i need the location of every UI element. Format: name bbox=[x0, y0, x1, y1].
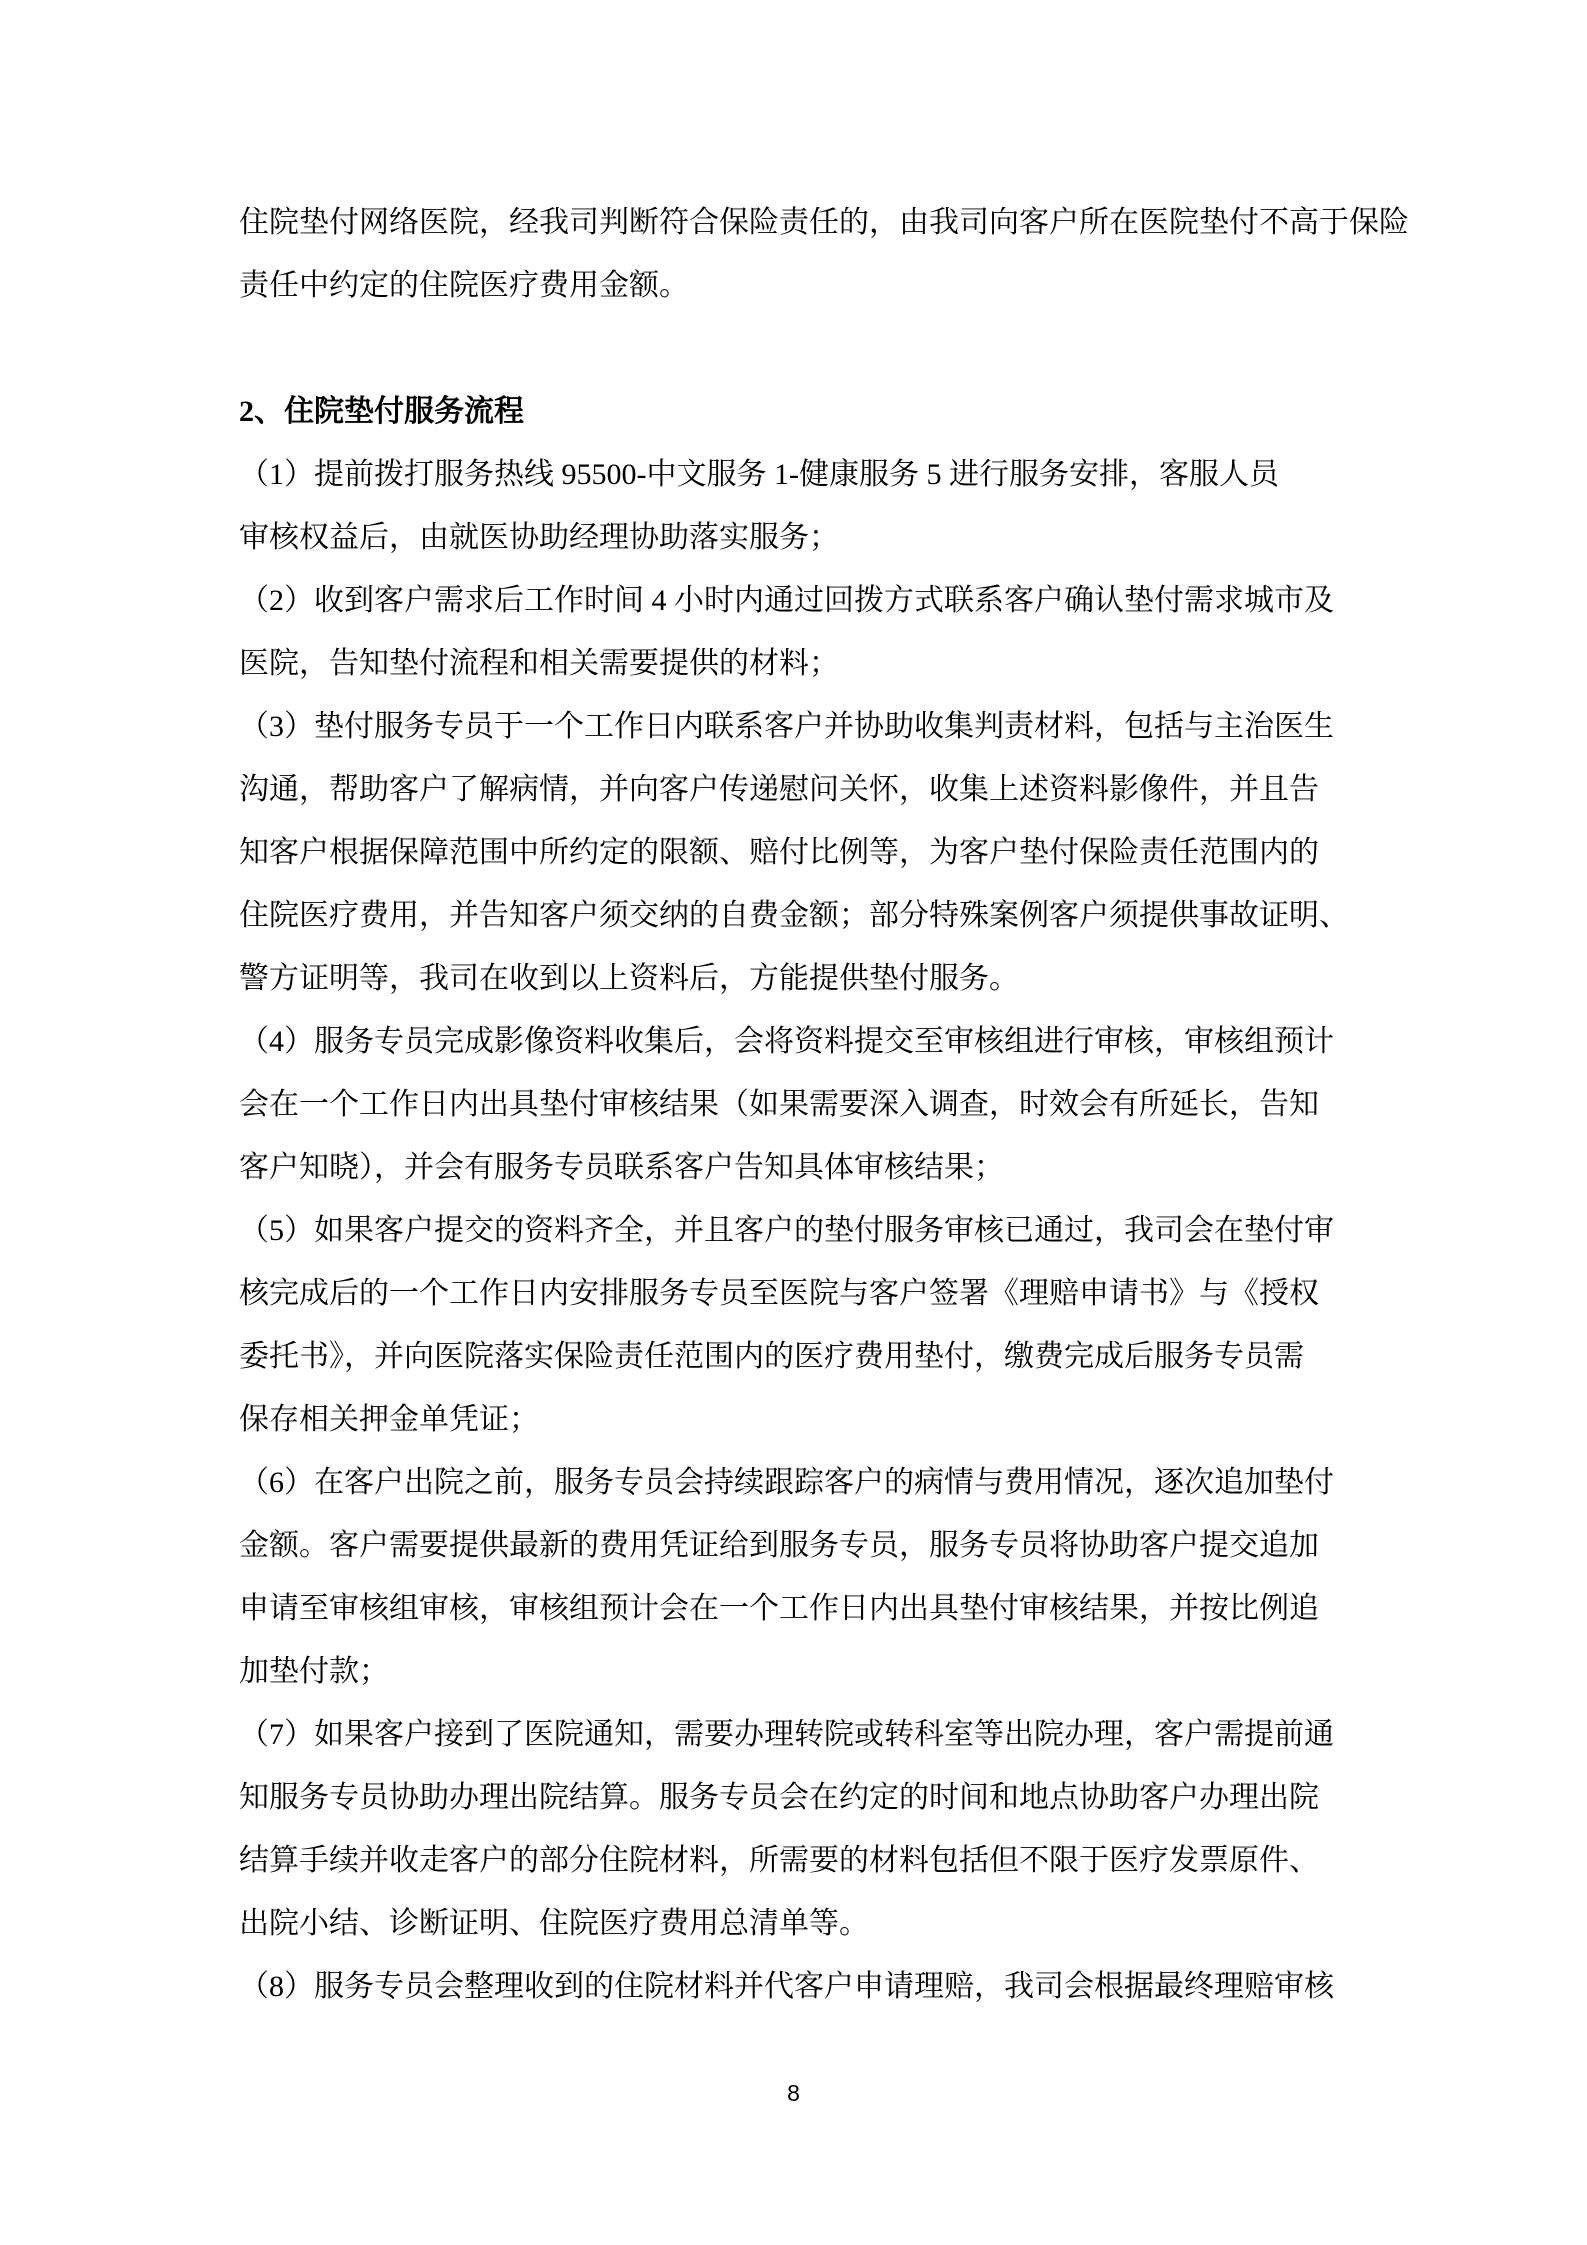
text-line: （1）提前拨打服务热线 95500-中文服务 1-健康服务 5 进行服务安排，客服人员 bbox=[239, 458, 1279, 491]
text-line: （5）如果客户提交的资料齐全，并且客户的垫付服务审核已通过，我司会在垫付审 bbox=[239, 1214, 1334, 1247]
section-heading: 2、住院垫付服务流程 bbox=[239, 395, 524, 428]
text-line: 住院医疗费用，并告知客户须交纳的自费金额；部分特殊案例客户须提供事故证明、 bbox=[239, 899, 1349, 932]
text-line: 结算手续并收走客户的部分住院材料，所需要的材料包括但不限于医疗发票原件、 bbox=[239, 1844, 1319, 1877]
intro-paragraph bbox=[239, 191, 1419, 317]
text-line: 沟通，帮助客户了解病情，并向客户传递慰问关怀，收集上述资料影像件，并且告 bbox=[239, 773, 1319, 806]
text-line: 申请至审核组审核，审核组预计会在一个工作日内出具垫付审核结果，并按比例追 bbox=[239, 1592, 1319, 1625]
text-line: 住院垫付网络医院，经我司判断符合保险责任的，由我司向客户所在医院垫付不高于保险 bbox=[239, 206, 1409, 239]
text-line: 加垫付款； bbox=[239, 1655, 389, 1688]
document-body bbox=[239, 191, 1419, 2018]
text-line: 审核权益后，由就医协助经理协助落实服务； bbox=[239, 521, 839, 554]
page-number: 8 bbox=[787, 2080, 800, 2106]
text-line: 客户知晓），并会有服务专员联系客户告知具体审核结果； bbox=[239, 1151, 1004, 1184]
text-line: （4）服务专员完成影像资料收集后，会将资料提交至审核组进行审核，审核组预计 bbox=[239, 1025, 1334, 1058]
text-line: （2）收到客户需求后工作时间 4 小时内通过回拨方式联系客户确认垫付需求城市及 bbox=[239, 584, 1334, 617]
text-line: 出院小结、诊断证明、住院医疗费用总清单等。 bbox=[239, 1907, 869, 1940]
text-line: 金额。客户需要提供最新的费用凭证给到服务专员，服务专员将协助客户提交追加 bbox=[239, 1529, 1319, 1562]
text-line: 会在一个工作日内出具垫付审核结果（如果需要深入调查，时效会有所延长，告知 bbox=[239, 1088, 1319, 1121]
text-line: （7）如果客户接到了医院通知，需要办理转院或转科室等出院办理，客户需提前通 bbox=[239, 1718, 1334, 1751]
text-line: （3）垫付服务专员于一个工作日内联系客户并协助收集判责材料，包括与主治医生 bbox=[239, 710, 1334, 743]
text-line: （6）在客户出院之前，服务专员会持续跟踪客户的病情与费用情况，逐次追加垫付 bbox=[239, 1466, 1334, 1499]
section-paragraphs bbox=[239, 443, 1419, 2018]
text-line: 知服务专员协助办理出院结算。服务专员会在约定的时间和地点协助客户办理出院 bbox=[239, 1781, 1319, 1814]
text-line: 知客户根据保障范围中所约定的限额、赔付比例等，为客户垫付保险责任范围内的 bbox=[239, 836, 1319, 869]
text-line: 保存相关押金单凭证； bbox=[239, 1403, 539, 1436]
text-line: 医院，告知垫付流程和相关需要提供的材料； bbox=[239, 647, 839, 680]
blank-line bbox=[239, 317, 1419, 380]
text-line: 责任中约定的住院医疗费用金额。 bbox=[239, 269, 689, 302]
text-line: 核完成后的一个工作日内安排服务专员至医院与客户签署《理赔申请书》与《授权 bbox=[239, 1277, 1319, 1310]
text-line: （8）服务专员会整理收到的住院材料并代客户申请理赔，我司会根据最终理赔审核 bbox=[239, 1970, 1334, 2003]
text-line: 警方证明等，我司在收到以上资料后，方能提供垫付服务。 bbox=[239, 962, 1019, 995]
text-line: 委托书》，并向医院落实保险责任范围内的医疗费用垫付，缴费完成后服务专员需 bbox=[239, 1340, 1304, 1373]
